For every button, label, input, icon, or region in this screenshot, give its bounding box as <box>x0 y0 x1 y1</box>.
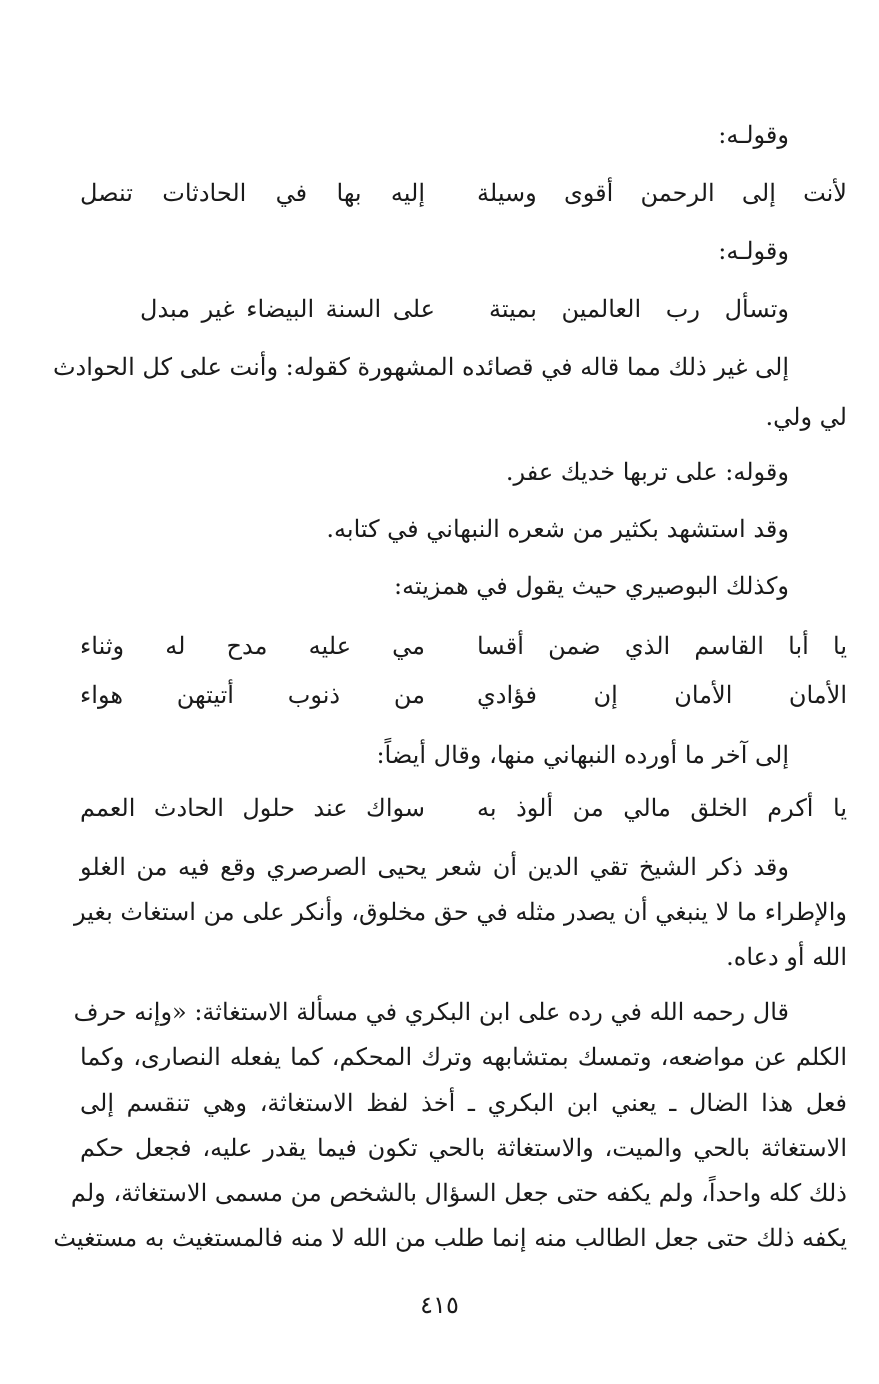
verse-hemistich-right: لأنت إلى الرحمن أقوى وسيلة <box>477 179 847 207</box>
verse-hemistich-left: من ذنوب أتيتهن هواء <box>80 681 425 709</box>
text-line: وقوله: على تربها خديك عفر. <box>505 458 789 486</box>
verse-hemistich-left: مي عليه مدح له وثناء <box>80 632 425 660</box>
verse-hemistich-left: سواك عند حلول الحادث العمم <box>80 794 425 822</box>
text-line: إلى آخر ما أورده النبهاني منها، وقال أيضاً: <box>376 741 789 769</box>
text-line: الاستغاثة بالحي والميت، والاستغاثة بالحي تكون فيما يقدر عليه، فجعل حكم <box>80 1134 847 1162</box>
text-line: الله أو دعاه. <box>726 943 847 971</box>
text-line: قال رحمه الله في رده على ابن البكري في مسألة الاستغاثة: «وإنه حرف <box>73 998 789 1026</box>
text-line: وقولـه: <box>718 121 789 149</box>
text-line: إلى غير ذلك مما قاله في قصائده المشهورة كقوله: وأنت على كل الحوادث <box>52 353 789 381</box>
verse-hemistich-left: إليه بها في الحادثات تنصل <box>80 179 425 207</box>
text-line: والإطراء ما لا ينبغي أن يصدر مثله في حق مخلوق، وأنكر على من استغاث بغير <box>74 898 847 926</box>
text-line: وكذلك البوصيري حيث يقول في همزيته: <box>394 572 789 600</box>
verse-hemistich-right: وتسأل رب العالمين بميتة <box>489 295 789 323</box>
text-line: ذلك كله واحداً، ولم يكفه حتى جعل السؤال بالشخص من مسمى الاستغاثة، ولم <box>70 1179 847 1207</box>
text-line: لي ولي. <box>765 403 847 431</box>
text-line: وقولـه: <box>718 237 789 265</box>
verse-hemistich-left: على السنة البيضاء غير مبدل <box>140 295 435 323</box>
verse-hemistich-right: الأمان الأمان إن فؤادي <box>477 681 847 709</box>
text-line: الكلم عن مواضعه، وتمسك بمتشابهه وترك المحكم، كما يفعله النصارى، وكما <box>80 1043 847 1071</box>
text-line: يكفه ذلك حتى جعل الطالب منه إنما طلب من الله لا منه فالمستغيث به مستغيث <box>53 1224 847 1252</box>
page-number: ٤١٥ <box>420 1291 459 1319</box>
verse-hemistich-right: يا أبا القاسم الذي ضمن أقسا <box>477 632 847 660</box>
text-line: وقد ذكر الشيخ تقي الدين أن شعر يحيى الصرصري وقع فيه من الغلو <box>80 853 789 881</box>
text-line: فعل هذا الضال ـ يعني ابن البكري ـ أخذ لفظ الاستغاثة، وهي تنقسم إلى <box>80 1089 847 1117</box>
verse-hemistich-right: يا أكرم الخلق مالي من ألوذ به <box>477 794 847 822</box>
text-line: وقد استشهد بكثير من شعره النبهاني في كتابه. <box>326 515 789 543</box>
